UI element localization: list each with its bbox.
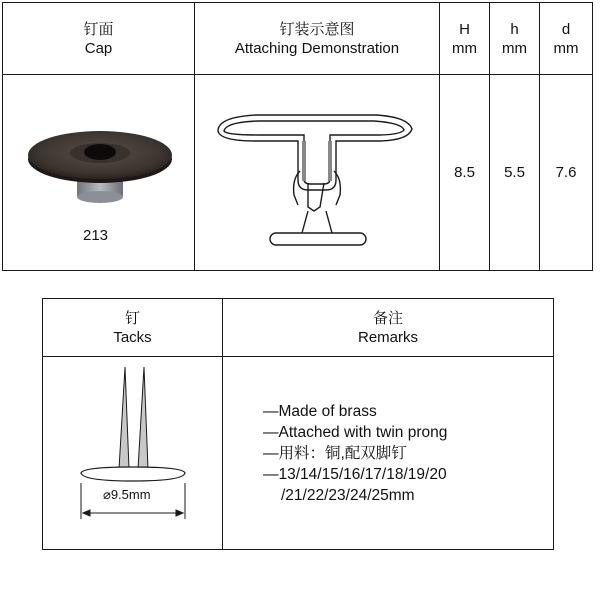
remark-line: —Attached with twin prong xyxy=(263,423,448,441)
h-label: h xyxy=(510,20,519,38)
remarks-header xyxy=(223,299,554,357)
tack-cell xyxy=(43,357,223,550)
cap-header xyxy=(3,3,195,75)
h-value: 5.5 xyxy=(490,75,540,271)
cap-code: 213 xyxy=(83,226,109,244)
H-value: 8.5 xyxy=(440,75,490,271)
tacks-table xyxy=(42,298,554,550)
remark-line: —Made of brass xyxy=(263,402,377,420)
attaching-diagram-cell xyxy=(195,75,440,271)
attaching-diagram-icon xyxy=(196,75,439,265)
H-label: H xyxy=(459,20,470,38)
remarks-header-en: Remarks xyxy=(357,328,418,346)
cap-cell xyxy=(3,75,195,271)
tacks-header-zh: 钉 xyxy=(124,309,140,327)
attaching-header-en: Attaching Demonstration xyxy=(234,39,400,57)
cap-header-zh: 钉面 xyxy=(83,20,114,38)
H-header xyxy=(440,3,490,75)
remarks-header-zh: 备注 xyxy=(372,309,403,327)
remarks-list xyxy=(223,401,553,506)
h-unit: mm xyxy=(502,39,527,57)
attaching-header-zh: 钉装示意图 xyxy=(279,20,355,38)
d-label: d xyxy=(561,20,571,38)
attaching-header xyxy=(195,3,440,75)
cap-photo xyxy=(3,83,193,233)
tack-diagram-icon xyxy=(43,357,221,547)
tacks-header-en: Tacks xyxy=(113,328,152,346)
d-value: 7.6 xyxy=(540,75,593,271)
cap-header-en: Cap xyxy=(84,39,113,57)
remark-line: —用料：铜,配双脚钉 xyxy=(263,444,407,462)
spec-table xyxy=(2,2,593,271)
h-header xyxy=(490,3,540,75)
H-unit: mm xyxy=(452,39,477,57)
d-header xyxy=(540,3,593,75)
remark-line: /21/22/23/24/25mm xyxy=(281,486,415,504)
tacks-header xyxy=(43,299,223,357)
tack-dimension-label: ⌀9.5mm xyxy=(103,487,151,502)
d-unit: mm xyxy=(553,39,579,57)
remark-line: —13/14/15/16/17/18/19/20 xyxy=(263,465,447,483)
remarks-cell xyxy=(223,357,554,550)
